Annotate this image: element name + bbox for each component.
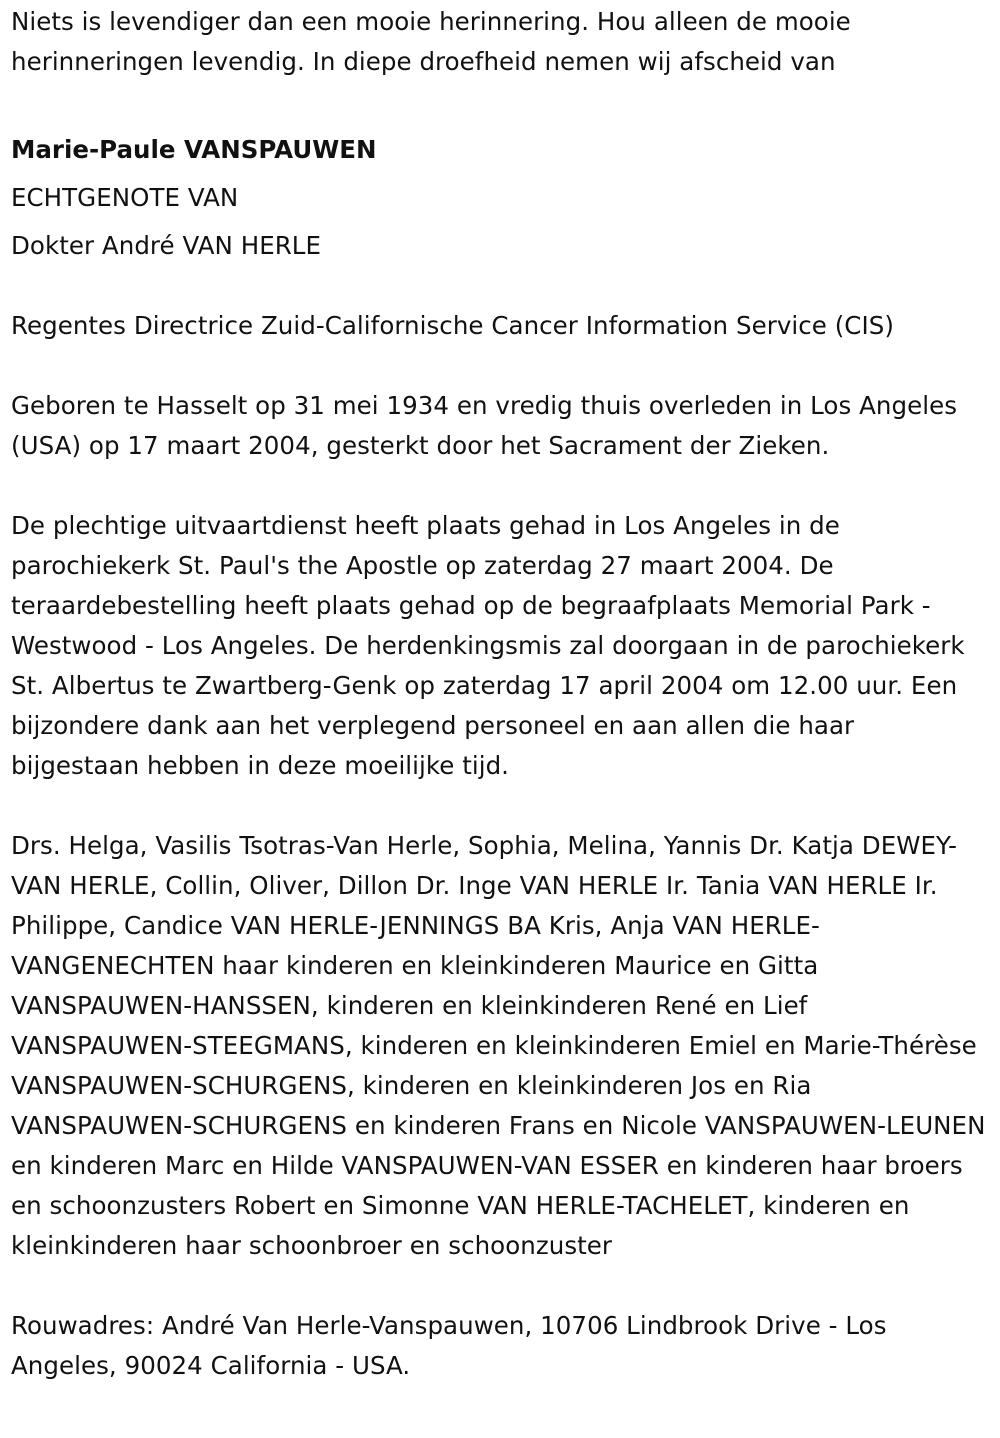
address-paragraph: Rouwadres: André Van Herle-Vanspauwen, 10706 Lindbrook Drive - Los Angeles, 90024 California - USA. [11,1311,887,1380]
deceased-name: Marie-Paule VANSPAUWEN [11,135,377,164]
family-paragraph: Drs. Helga, Vasilis Tsotras-Van Herle, Sophia, Melina, Yannis Dr. Katja DEWEY-VAN HERLE, Collin, Oliver, Dillon Dr. Inge VAN HERLE Ir. Tania VAN HERLE Ir. Philippe, Candice VAN HERLE-JENNINGS BA Kris, Anja VAN HERLE-VANGENECHTEN haar kinderen en kleinkinderen Maurice en Gitta VANSPAUWEN-HANSSEN, kinderen en kleinkinderen René en Lief VANSPAUWEN-STEEGMANS, kinderen en kleinkinderen Emiel en Marie-Thérèse VANSPAUWEN-SCHURGENS, kinderen en kleinkinderen Jos en Ria VANSPAUWEN-SCHURGENS en kinderen Frans en Nicole VANSPAUWEN-LEUNEN en kinderen Marc en Hilde VANSPAUWEN-VAN ESSER en kinderen haar broers en schoonzusters Robert en Simonne VAN HERLE-TACHELET, kinderen en kleinkinderen haar schoonbroer en schoonzuster [11,831,986,1260]
funeral-paragraph: De plechtige uitvaartdienst heeft plaats gehad in Los Angeles in de parochiekerk St. Paul's the Apostle op zaterdag 27 maart 2004. De teraardebestelling heeft plaats gehad op de begraafplaats Memorial Park - Westwood - Los Angeles. De herdenkingsmis zal doorgaan in de parochiekerk St. Albertus te Zwartberg-Genk op zaterdag 17 april 2004 om 12.00 uur. Een bijzondere dank aan het verplegend personeel en aan allen die haar bijgestaan hebben in deze moeilijke tijd. [11,511,965,780]
title-line: Regentes Directrice Zuid-Californische Cancer Information Service (CIS) [11,311,894,340]
relation-label: ECHTGENOTE VAN [11,183,239,212]
birth-death-paragraph: Geboren te Hasselt op 31 mei 1934 en vredig thuis overleden in Los Angeles (USA) op 17 maart 2004, gesterkt door het Sacrament der Zieken. [11,391,958,460]
intro-paragraph: Niets is levendiger dan een mooie herinnering. Hou alleen de mooie herinneringen levendig. In diepe droefheid nemen wij afscheid van [11,7,851,76]
spouse-name: Dokter André VAN HERLE [11,231,322,260]
